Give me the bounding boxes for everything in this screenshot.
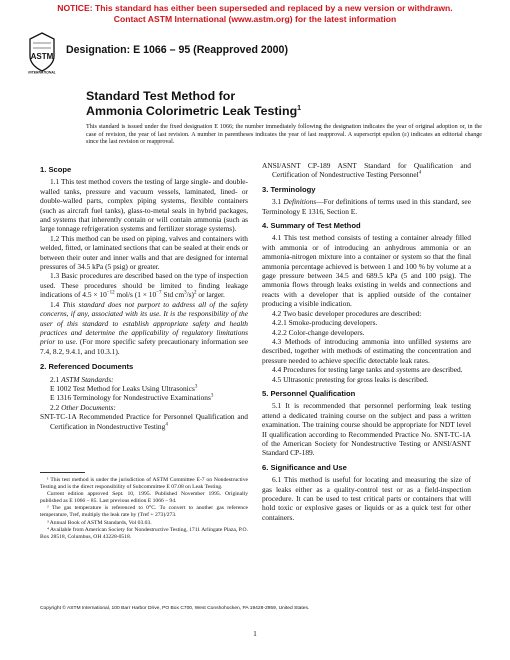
copyright-line: Copyright © ASTM International, 100 Barr Harbor Drive, PO Box C700, West Conshohocken, PA 19428-2959, United States. xyxy=(40,606,310,611)
withdrawal-notice xyxy=(0,3,510,24)
right-column xyxy=(262,161,471,522)
paragraph-1-1: 1.1 This test method covers the testing of large single- and double-walled tanks, pressure and vacuum vessels, laminated, lined- or double-walled parts, complex piping systems, flexible containers (such as aircraft fuel tanks), glass-to-metal seals in hybrid packages, and systems that inherently contain or will contain ammonia (such as large tonnage refrigeration systems and fertilizer storage systems). xyxy=(40,177,248,234)
astm-logo-icon xyxy=(27,32,57,74)
logo-text: ASTM xyxy=(30,52,54,61)
footnote-divider xyxy=(40,472,85,473)
logo-subtext: INTERNATIONAL xyxy=(28,70,56,74)
notice-line-1: NOTICE: This standard has either been superseded and replaced by a new version or withdrawn. xyxy=(57,3,453,13)
footnote-1: ¹ This test method is under the jurisdiction of ASTM Committee E-7 on Nondestructive Testing and is the direct responsibility of Subcommittee E 07.08 on Leak Testing. xyxy=(40,477,248,491)
left-column xyxy=(40,161,248,431)
page-number: 1 xyxy=(253,629,257,638)
footnote-ref-3b[interactable]: 3 xyxy=(210,393,214,399)
paragraph-2-2: 2.2 Other Documents: xyxy=(50,402,116,412)
paragraph-2-1: 2.1 ASTM Standards: xyxy=(50,374,114,384)
title-line-1: Standard Test Method for xyxy=(86,89,236,103)
section-heading-summary: 4. Summary of Test Method xyxy=(262,221,361,231)
reference-e1002: E 1002 Test Method for Leaks Using Ultrasonics$^3$ xyxy=(50,383,198,393)
paragraph-3-1: 3.1 Definitions—For definitions of terms used in this standard, see Terminology E 1316, Section E. xyxy=(262,197,471,216)
paragraph-4-5: 4.5 Ultrasonic pretesting for gross leaks is described. xyxy=(272,374,429,384)
section-heading-scope: 1. Scope xyxy=(40,165,72,174)
paragraph-5-1: 5.1 It is recommended that personnel performing leak testing attend a dedicated training course on the subject and pass a written examination. The training course should be appropriate for NDT level II qualification according to Recommended Practice No. SNT-TC-1A of the American Society for Nondestructive Testing or ANSI/ASNT Standard CP-189. xyxy=(262,401,471,458)
document-title xyxy=(86,89,301,118)
reference-snt-tc-1a: SNT-TC-1A Recommended Practice for Personnel Qualification and Certification in Nondestructive Testing$^4$ xyxy=(40,412,248,431)
paragraph-4-2-1: 4.2.1 Smoke-producing developers. xyxy=(272,318,378,328)
footnote-ref-4b[interactable]: 4 xyxy=(418,170,422,176)
reference-e1316: E 1316 Terminology for Nondestructive Examinations$^3$ xyxy=(50,393,214,403)
footnote-3: ³ Annual Book of ASTM Standards, Vol 03.03. xyxy=(47,519,152,526)
footnote-1-edition: Current edition approved Sept. 10, 1995. Published November 1995. Originally published as E 1066 – 85. Last previous edition E 1066 – 94. xyxy=(40,491,248,505)
notice-line-2: Contact ASTM International (www.astm.org) for the latest information xyxy=(113,13,397,24)
issuance-note: This standard is issued under the fixed designation E 1066; the number immediately following the designation indicates the year of original adoption or, in the case of revision, the year of last revision. A number in parentheses indicates the year of last reapproval. A superscript epsilon (ε) indicates an editorial change since the last revision or reapproval. xyxy=(86,124,482,146)
paragraph-4-2: 4.2 Two basic developer procedures are described: xyxy=(272,308,422,318)
footnote-2: ² The gas temperature is referenced to 0°C. To convert to another gas reference temperature, Tref, multiply the leak rate by (Tref + 273)/273. xyxy=(40,505,248,519)
footnote-ref-2[interactable]: 2 xyxy=(193,290,197,296)
footnote-4: ⁴ Available from American Society for Nondestructive Testing, 1711 Arlingate Plaza, P.O. Box 28518, Columbus, OH 43228-0518. xyxy=(40,526,248,540)
footnote-ref-3[interactable]: 3 xyxy=(194,384,198,390)
designation: Designation: E 1066 – 95 (Reapproved 2000) xyxy=(66,44,288,56)
reference-asnt-cp-189: ANSI/ASNT CP-189 ASNT Standard for Qualification and Certification of Nondestructive Testing Personnel$^4$ xyxy=(262,161,471,180)
section-heading-terminology: 3. Terminology xyxy=(262,184,316,194)
footnote-ref-4[interactable]: 4 xyxy=(165,422,168,428)
section-heading-referenced-documents: 2. Referenced Documents xyxy=(40,362,134,372)
paragraph-4-2-2: 4.2.2 Color-change developers. xyxy=(272,327,365,337)
paragraph-6-1: 6.1 This method is useful for locating and measuring the size of gas leaks either as a quality-control test or as a field-inspection procedure. It can be used to test critical parts or containers that will hold toxic or explosive gases or liquids or as a quick test for other containers. xyxy=(262,475,471,522)
paragraph-1-3: 1.3 Basic procedures are described based on the type of inspection used. These procedures should be limited to finding leakage indications of $4.5 \times 10^{-12}$ mol/s ($1 \times 10^{-7}$ Std $cm^3/s)^2$ or larger. xyxy=(40,271,248,300)
paragraph-1-4: 1.4 This standard does not purport to address all of the safety concerns, if any, associated with its use. It is the responsibility of the user of this standard to establish appropriate safety and health practices and determine the applicability of regulatory limitations prior to use. (For more specific safety precautionary information see 7.4, 8.2, 9.4.1, and 10.3.1). xyxy=(40,299,248,356)
title-footnote-ref[interactable]: 1 xyxy=(297,104,302,112)
paragraph-1-2: 1.2 This method can be used on piping, valves and containers with welded, fitted, or laminated sections that can be sealed at their ends or between their outer and inner walls and that are designed for internal pressures of 34.5 kPa (5 psig) or greater. xyxy=(40,233,248,272)
title-line-2: Ammonia Colorimetric Leak Testing$^1$ xyxy=(86,103,302,118)
paragraph-4-3: 4.3 Methods of introducing ammonia into unfilled systems are described, together with methods of estimating the concentration and pressure needed to achieve specific detectable leak rates. xyxy=(262,336,471,365)
section-heading-personnel: 5. Personnel Qualification xyxy=(262,388,356,398)
footnotes xyxy=(40,477,248,541)
paragraph-4-4: 4.4 Procedures for testing large tanks and systems are described. xyxy=(272,365,463,375)
paragraph-4-1: 4.1 This test method consists of testing a container already filled with ammonia or of introducing an anhydrous ammonia or an ammonia-nitrogen mixture into a container or system so that the final ammonia percentage achieved is between 1 and 100 % by volume at a gage pressure between 34.5 and 689.5 kPa (5 and 100 psig). The ammonia flows through leaks existing in welds and connections and reacts with a developer that is applied outside of the container producing a visible indication. xyxy=(262,233,471,309)
section-heading-significance: 6. Significance and Use xyxy=(262,462,347,472)
